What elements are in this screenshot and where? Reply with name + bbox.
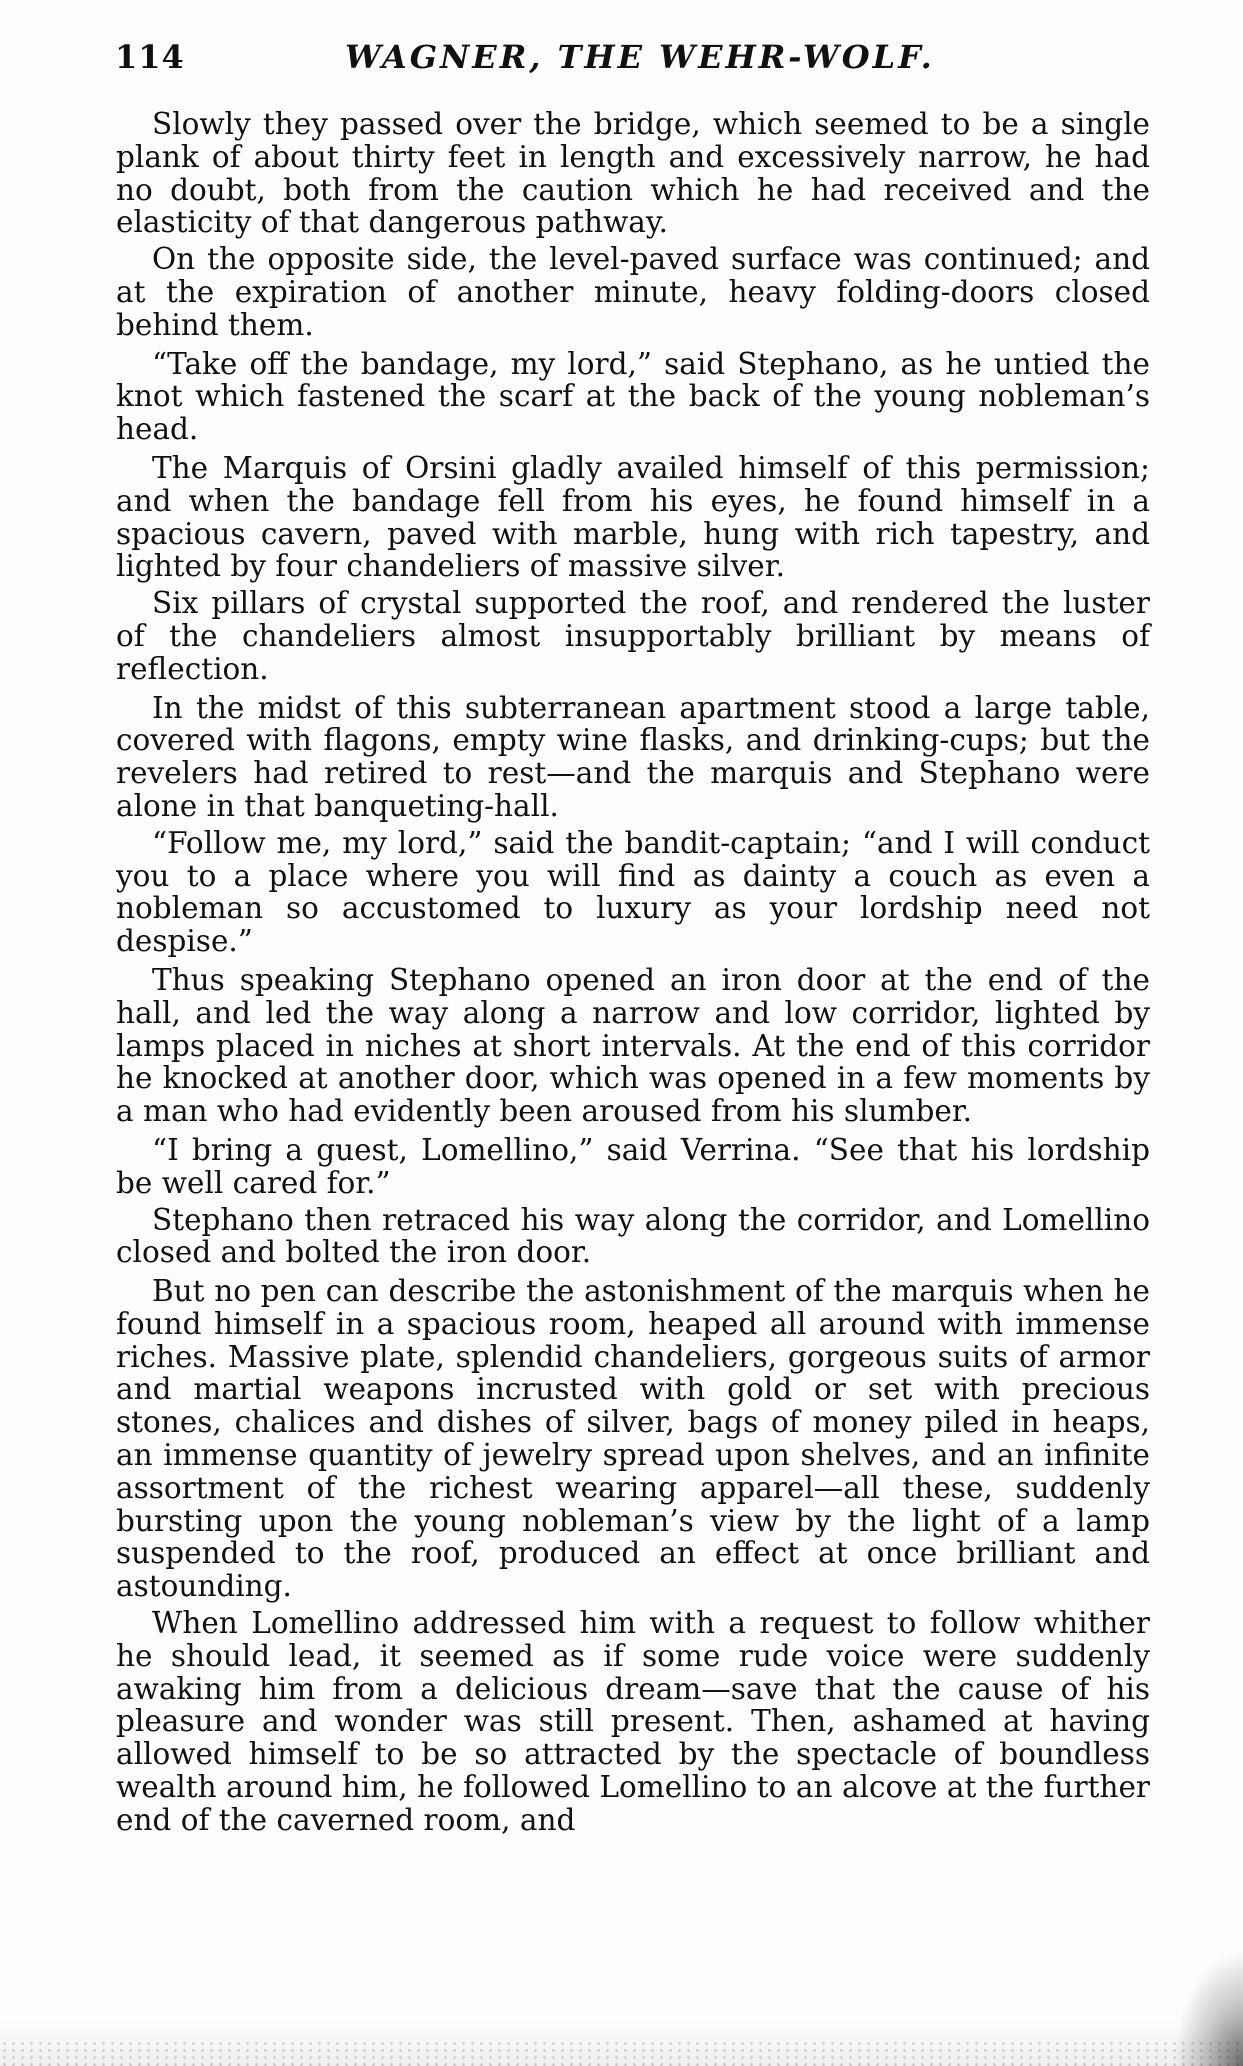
paragraph: Slowly they passed over the bridge, which seemed to be a single plank of about thirty feet in length and excessively narrow, he had no doubt, both from the caution which he had received and the elasticity of that dangerous pathway. [116, 107, 1150, 240]
paragraph: “Follow me, my lord,” said the bandit-captain; “and I will conduct you to a place where you will find as dainty a couch as even a nobleman so accustomed to luxury as your lordship need not despise.” [116, 825, 1150, 959]
paragraph: “I bring a guest, Lomellino,” said Verrina. “See that his lordship be well cared for.” [116, 1132, 1150, 1200]
scan-speckle [0, 2040, 1243, 2066]
page-header [115, 38, 1155, 82]
paragraph: Six pillars of crystal supported the roof, and rendered the luster of the chandeliers almost insupportably brilliant by means of reflection. [116, 586, 1150, 686]
page-number: 114 [115, 38, 185, 76]
paragraph: Stephano then retraced his way along the corridor, and Lomellino closed and bolted the iron door. [116, 1202, 1150, 1270]
paragraph: Thus speaking Stephano opened an iron door at the end of the hall, and led the way along a narrow and low corridor, lighted by lamps placed in niches at short intervals. At the end of this corridor he knocked at another door, which was opened in a few moments by a man who had evidently been aroused from his slumber. [116, 962, 1150, 1129]
running-title: WAGNER, THE WEHR-WOLF. [345, 38, 935, 76]
paragraph: In the midst of this subterranean apartment stood a large table, covered with flagons, empty wine flasks, and drinking-cups; but the revelers had retired to rest—and the marquis and Stephano were alone in that banqueting-hall. [116, 690, 1150, 823]
body-text [116, 108, 1150, 1841]
paragraph: The Marquis of Orsini gladly availed himself of this permission; and when the bandage fell from his eyes, he found himself in a spacious cavern, paved with marble, hung with rich tapestry, and lighted by four chandeliers of massive silver. [116, 450, 1150, 584]
paragraph: But no pen can describe the astonishment of the marquis when he found himself in a spacious room, heaped all around with immense riches. Massive plate, splendid chandeliers, gorgeous suits of armor and martial weapons incrusted with gold or set with precious stones, chalices and dishes of silver, bags of money piled in heaps, an immense quantity of jewelry spread upon shelves, and an infinite assortment of the richest wearing apparel—all these, suddenly bursting upon the young nobleman’s view by the light of a lamp suspended to the roof, produced an effect at once brilliant and astounding. [116, 1274, 1150, 1604]
paragraph: When Lomellino addressed him with a request to follow whither he should lead, it seemed as if some rude voice were suddenly awaking him from a delicious dream—save that the cause of his pleasure and wonder was still present. Then, ashamed at having allowed himself to be so attracted by the spectacle of boundless wealth around him, he followed Lomellino to an alcove at the further end of the caverned room, and [116, 1606, 1150, 1837]
paragraph: “Take off the bandage, my lord,” said Stephano, as he untied the knot which fastened the scarf at the back of the young nobleman’s head. [116, 346, 1150, 447]
scan-corner-shadow [1173, 1950, 1243, 2066]
paragraph: On the opposite side, the level-paved surface was continued; and at the expiration of another minute, heavy folding-doors closed behind them. [116, 242, 1150, 342]
